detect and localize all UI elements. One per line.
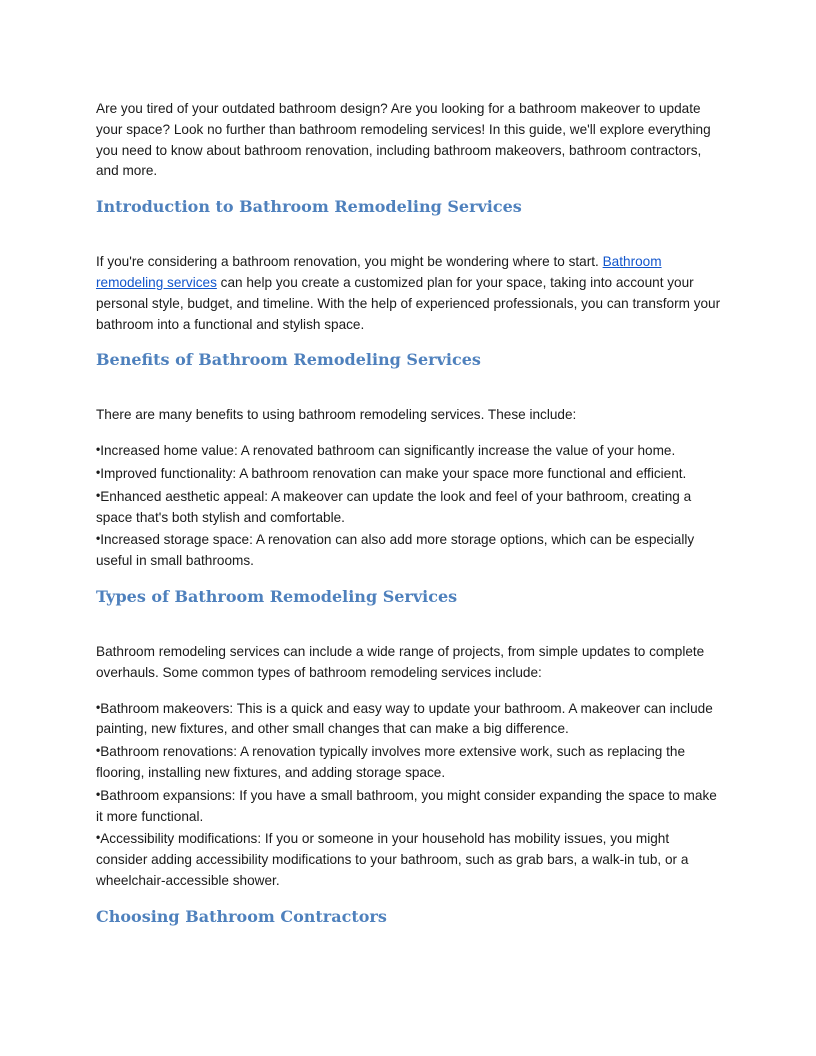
list-item-text: Bathroom renovations: A renovation typically involves more extensive work, such as replacing the flooring, installing new fixtures, and adding storage space.: [96, 744, 686, 780]
list-item-text: Accessibility modifications: If you or someone in your household has mobility issues, you might consider adding accessibility modifications to your bathroom, such as grab bars, a walk-in tub, or a wheelchair-accessible shower.: [96, 831, 689, 888]
bullet-icon: •: [96, 531, 101, 546]
intro-paragraph: Are you tired of your outdated bathroom design? Are you looking for a bathroom makeover to update your space? Look no further than bathroom remodeling services! In this guide, we'll explore everything you need to know about bathroom renovation, including bathroom makeovers, bathroom contractors, and more.: [96, 101, 711, 179]
list-item: [96, 697, 724, 741]
list-item-text: Increased home value: A renovated bathroom can significantly increase the value of your home.: [100, 443, 676, 459]
bullet-icon: •: [96, 487, 101, 502]
list-item-text: Enhanced aesthetic appeal: A makeover can update the look and feel of your bathroom, creating a space that's both stylish and comfortable.: [96, 488, 692, 525]
bullet-icon: •: [96, 830, 101, 845]
bullet-icon: •: [96, 699, 101, 714]
list-item: [96, 485, 724, 529]
introduction-paragraph: [96, 252, 724, 335]
list-item: [96, 528, 724, 572]
benefits-list: [96, 439, 724, 572]
types-paragraph: Bathroom remodeling services can include a wide range of projects, from simple updates to complete overhauls. Some common types of bathroom remodeling services include:: [96, 643, 705, 680]
section-heading-choosing-contractors: Choosing Bathroom Contractors: [96, 906, 387, 926]
introduction-text-before-link: If you're considering a bathroom renovation, you might be wondering where to start.: [96, 254, 603, 270]
list-item-text: Bathroom makeovers: This is a quick and easy way to update your bathroom. A makeover can include painting, new fixtures, and other small changes that can make a big difference.: [96, 700, 713, 737]
bullet-icon: •: [96, 743, 101, 758]
list-item-text: Improved functionality: A bathroom renovation can make your space more functional and efficient.: [100, 465, 687, 481]
bullet-icon: •: [96, 442, 101, 457]
list-item: [96, 462, 724, 485]
list-item-text: Bathroom expansions: If you have a small bathroom, you might consider expanding the space to make it more functional.: [96, 787, 717, 824]
section-heading-benefits: Benefits of Bathroom Remodeling Services: [96, 350, 481, 370]
benefits-paragraph: There are many benefits to using bathroom remodeling services. These include:: [96, 407, 577, 423]
bullet-icon: •: [96, 464, 101, 479]
list-item: [96, 784, 724, 828]
section-heading-introduction: Introduction to Bathroom Remodeling Services: [96, 197, 522, 217]
list-item: [96, 827, 724, 891]
list-item-text: Increased storage space: A renovation can also add more storage options, which can be especially useful in small bathrooms.: [96, 532, 695, 569]
list-item: [96, 740, 724, 784]
document-page: [96, 99, 724, 928]
list-item: [96, 439, 724, 462]
section-heading-types: Types of Bathroom Remodeling Services: [96, 586, 458, 606]
types-list: [96, 697, 724, 892]
introduction-text-after-link: can help you create a customized plan for your space, taking into account your personal style, budget, and timeline. With the help of experienced professionals, you can transform your bathroom into a functional and stylish space.: [96, 274, 721, 332]
bullet-icon: •: [96, 786, 101, 801]
bathroom-remodeling-services-link[interactable]: Bathroom remodeling services: [96, 254, 662, 290]
